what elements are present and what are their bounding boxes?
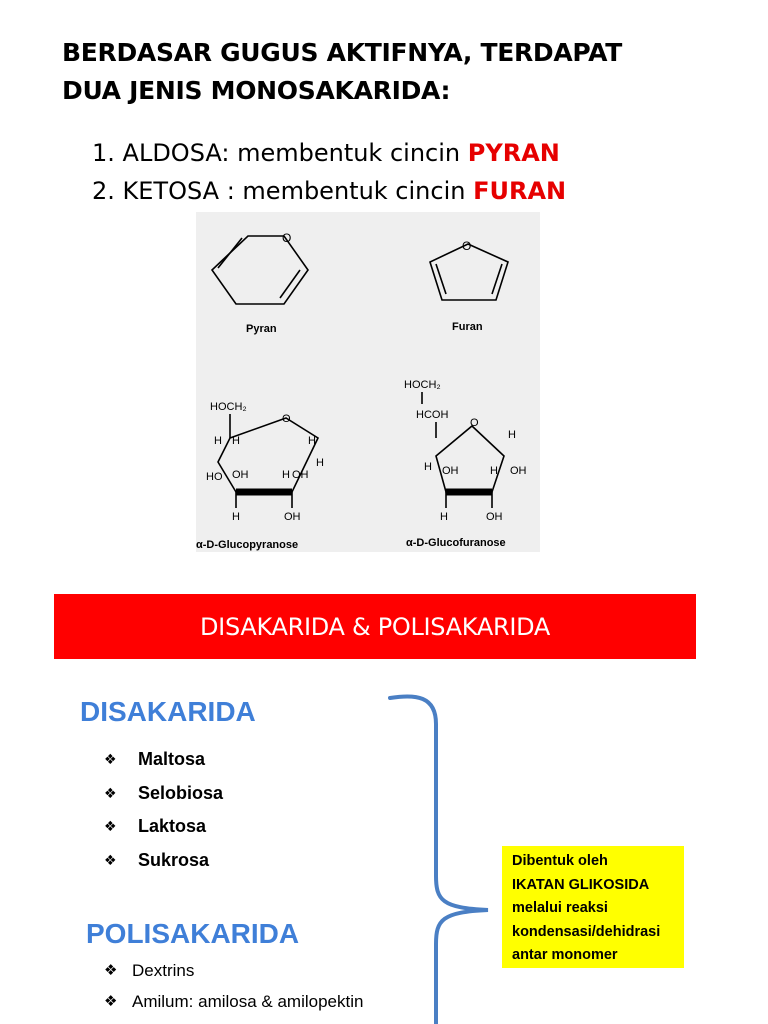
pyranose-h6: H [232, 511, 240, 523]
pyran-structure [212, 231, 308, 335]
note-line-2: IKATAN GLIKOSIDA [512, 876, 650, 893]
furan-highlight: FURAN [473, 177, 567, 205]
item-maltosa: Maltosa [138, 749, 206, 769]
pyran-label: Pyran [246, 323, 277, 335]
furan-oxygen: O [462, 239, 472, 253]
furanose-oh1: OH [442, 465, 459, 477]
list-item [104, 989, 363, 1020]
heading-line-1: BERDASAR GUGUS AKTIFNYA, TERDAPAT [62, 38, 623, 67]
diamond-bullet-icon: ❖ [104, 784, 117, 801]
pyranose-h1: H [214, 435, 222, 447]
furan-structure [430, 239, 508, 333]
list-item [104, 847, 223, 881]
curly-brace-icon [388, 690, 498, 1024]
pyranose-h4: H [282, 469, 290, 481]
section-banner: DISAKARIDA & POLISAKARIDA [54, 594, 696, 659]
diamond-bullet-icon: ❖ [104, 962, 118, 979]
diamond-bullet-icon: ❖ [104, 993, 118, 1010]
list-item [104, 958, 363, 989]
item-selobiosa: Selobiosa [138, 782, 224, 803]
glycosidic-bond-note [502, 846, 684, 968]
diamond-bullet-icon: ❖ [104, 751, 117, 767]
note-line-5: antar monomer [512, 947, 618, 963]
monosaccharide-types [92, 134, 566, 210]
list-item [104, 813, 223, 847]
pyranose-h2: H [232, 435, 240, 447]
type-aldosa-text: 1. ALDOSA: membentuk cincin [92, 139, 468, 167]
furan-label: Furan [452, 321, 483, 333]
glucopyranose-structure [196, 401, 324, 551]
furanose-hcoh: HCOH [416, 409, 449, 421]
pyranose-oh1: OH [232, 469, 249, 481]
page-heading [62, 34, 702, 110]
furanose-h3: H [490, 465, 498, 477]
item-sukrosa: Sukrosa [138, 849, 210, 870]
pyranose-h3: H [308, 435, 316, 447]
furanose-oh3: OH [486, 511, 503, 523]
furanose-hoch2: HOCH₂ [404, 379, 441, 391]
furanose-caption: α-D-Glucofuranose [406, 537, 506, 549]
note-line-1: Dibentuk oleh [512, 853, 608, 869]
ring-structures-figure [196, 212, 540, 552]
item-amilum: Amilum: amilosa & amilopektin [132, 992, 364, 1011]
pyranose-hoch2: HOCH₂ [210, 401, 247, 413]
pyranose-oh3: OH [284, 511, 301, 523]
pyranose-h5: H [316, 457, 324, 469]
type-ketosa-text: 2. KETOSA : membentuk cincin [92, 177, 474, 205]
heading-line-2: DUA JENIS MONOSAKARIDA: [62, 76, 451, 105]
type-aldosa [92, 134, 566, 172]
furanose-h2: H [424, 461, 432, 473]
polisakarida-title: POLISAKARIDA [86, 918, 300, 949]
polisakarida-list [104, 958, 363, 1020]
pyranose-ho: HO [206, 471, 223, 483]
pyranose-oxygen: O [282, 413, 291, 425]
item-laktosa: Laktosa [138, 816, 207, 836]
diamond-bullet-icon: ❖ [104, 818, 117, 834]
furanose-oh2: OH [510, 465, 527, 477]
note-line-3: melalui reaksi [512, 900, 608, 916]
pyranose-caption: α-D-Glucopyranose [196, 539, 299, 551]
diamond-bullet-icon: ❖ [104, 851, 117, 868]
note-line-4: kondensasi/dehidrasi [512, 923, 661, 940]
glucofuranose-structure [404, 379, 527, 549]
list-item [104, 780, 223, 814]
disakarida-list [104, 746, 223, 880]
pyranose-oh2: OH [292, 469, 309, 481]
pyran-highlight: PYRAN [467, 139, 560, 167]
item-dextrins: Dextrins [132, 961, 195, 980]
furanose-oxygen: O [470, 417, 479, 429]
furanose-h4: H [440, 511, 448, 523]
furanose-h1: H [508, 429, 516, 441]
list-item [104, 746, 223, 780]
pyran-oxygen: O [282, 231, 292, 245]
disakarida-title: DISAKARIDA [80, 696, 256, 727]
type-ketosa [92, 172, 566, 210]
